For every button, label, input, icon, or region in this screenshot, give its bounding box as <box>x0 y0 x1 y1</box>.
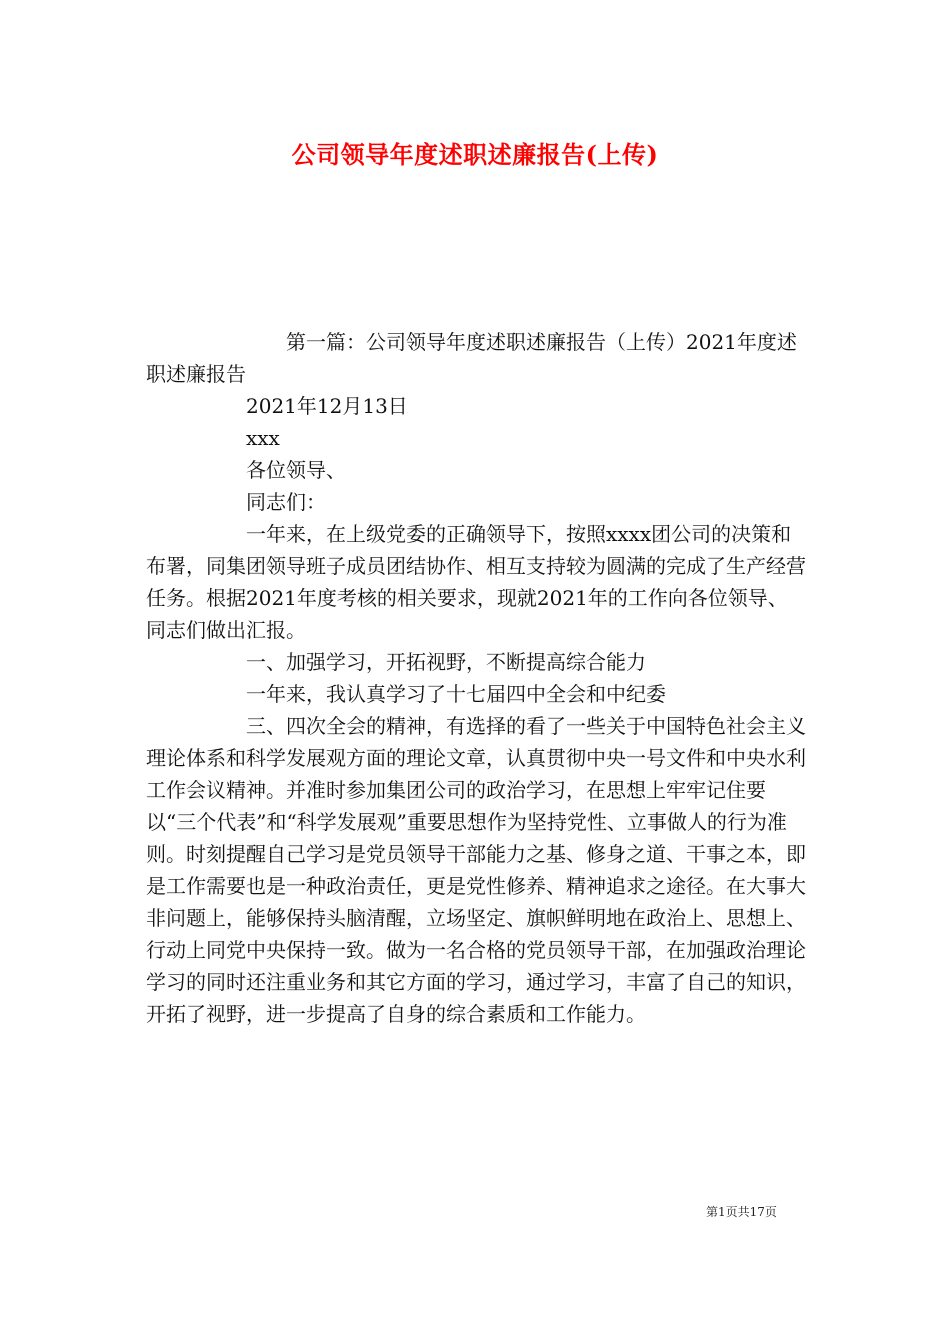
document-title: 公司领导年度述职述廉报告(上传) <box>291 140 659 169</box>
paragraph: 第一篇：公司领导年度述职述廉报告（上传）2021年度述职述廉报告 <box>146 330 797 386</box>
paragraph: 三、四次全会的精神，有选择的看了一些关于中国特色社会主义理论体系和科学发展观方面的理论文章，认真贯彻中央一号文件和中央水利工作会议精神。并准时参加集团公司的政治学习，在思想上牢牢记住要以“三个代表”和“科学发展观”重要思想作为坚持党性、立事做人的行为准则。时刻提醒自己学习是党员领导干部能力之基、修身之道、干事之本，即是工作需要也是一种政治责任，更是党性修养、精神追求之途径。在大事大非问题上，能够保持头脑清醒，立场坚定、旗帜鲜明地在政治上、思想上、行动上同党中央保持一致。做为一名合格的党员领导干部，在加强政治理论学习的同时还注重业务和其它方面的学习，通过学习，丰富了自己的知识，开拓了视野，进一步提高了自身的综合素质和工作能力。 <box>146 714 806 1026</box>
paragraph-date: 2021年12月13日 <box>246 394 408 418</box>
paragraph-salutation: 同志们： <box>246 490 326 514</box>
section-heading: 一、加强学习，开拓视野，不断提高综合能力 <box>246 650 646 674</box>
document-body <box>146 326 806 1030</box>
paragraph: 一年来，我认真学习了十七届四中全会和中纪委 <box>246 682 666 706</box>
paragraph-author: xxx <box>246 426 280 450</box>
paragraph-salutation: 各位领导、 <box>246 458 346 482</box>
page-number: 第1页共17页 <box>706 1205 777 1219</box>
paragraph: 一年来，在上级党委的正确领导下，按照xxxx团公司的决策和布署，同集团领导班子成员团结协作、相互支持较为圆满的完成了生产经营任务。根据2021年度考核的相关要求，现就2021年的工作向各位领导、同志们做出汇报。 <box>146 522 806 642</box>
